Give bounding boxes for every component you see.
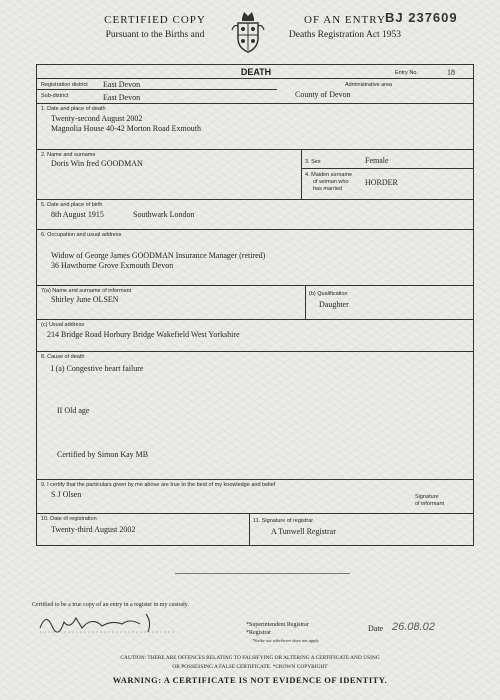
occupation: Widow of George James GOODMAN Insurance Manager (retired) xyxy=(51,251,266,260)
place-of-birth: Southwark London xyxy=(133,210,195,219)
field-10-label: 10. Date of registration xyxy=(41,516,97,522)
entry-number-value: 18 xyxy=(447,68,455,77)
field-7c-label: (c) Usual address xyxy=(41,322,85,328)
sex-value: Female xyxy=(365,156,389,165)
field-5-label: 5. Date and place of birth xyxy=(41,202,103,208)
header-subtitle-right: Deaths Registration Act 1953 xyxy=(288,30,402,40)
divider xyxy=(37,351,473,352)
signature-label: Signature xyxy=(415,494,439,500)
field-6-label: 6. Occupation and usual address xyxy=(41,232,122,238)
sub-district-value: East Devon xyxy=(103,93,141,102)
serial-number: BJ 237609 xyxy=(385,10,458,25)
divider xyxy=(37,149,473,150)
divider xyxy=(37,479,473,480)
header-title-right: OF AN ENTRY xyxy=(304,14,386,26)
informant-name: Shirley June OLSEN xyxy=(51,295,119,304)
divider xyxy=(37,103,473,104)
administrative-area-label: Administrative area xyxy=(345,82,393,88)
field-1-label: 1. Date and place of death xyxy=(41,106,106,112)
informant-signature: S J Olsen xyxy=(51,490,82,499)
superintendent-registrar: *Superintendent Registrar xyxy=(246,622,309,628)
maiden-surname-value: HORDER xyxy=(365,178,398,187)
divider xyxy=(175,573,350,574)
divider xyxy=(37,78,473,79)
deceased-name: Doris Win fred GOODMAN xyxy=(51,159,143,168)
warning-text: WARNING: A CERTIFICATE IS NOT EVIDENCE OF IDENTITY. xyxy=(112,675,388,685)
header-left xyxy=(80,14,230,40)
date-of-birth: 8th August 1915 xyxy=(51,210,104,219)
entry-number-label: Entry No. xyxy=(395,70,418,76)
sub-district-label: Sub-district xyxy=(41,93,69,99)
divider xyxy=(37,513,473,514)
place-of-death: Magnolia House 40-42 Morton Road Exmouth xyxy=(51,124,201,133)
divider xyxy=(37,229,473,230)
header-subtitle-left: Pursuant to the Births and xyxy=(105,30,205,40)
field-9-label: 9. I certify that the particulars given by me above are true to the best of my knowledge and belief xyxy=(41,482,276,488)
field-4-label-2: of woman who xyxy=(313,179,349,185)
signature-label-2: of informant xyxy=(415,501,445,507)
registration-district-label: Registration district xyxy=(41,82,88,88)
certified-by: Certified by Simon Kay MB xyxy=(57,450,149,459)
usual-address: 36 Hawthorne Grove Exmouth Devon xyxy=(51,261,174,270)
divider xyxy=(305,285,306,319)
field-4-label-3: has married xyxy=(313,186,343,192)
caution-line-2: OR POSSESSING A FALSE CERTIFICATE. *CROWN COPYRIGHT xyxy=(172,664,328,670)
field-4-label: 4. Maiden surname xyxy=(305,172,353,178)
divider xyxy=(301,168,473,169)
superintendent-signature-icon xyxy=(36,610,186,634)
divider xyxy=(249,513,250,545)
royal-crest-icon xyxy=(230,10,266,54)
field-7a-label: 7(a) Name and surname of informant xyxy=(41,288,132,294)
strike-note: *Strike out whichever does not apply xyxy=(252,638,319,643)
date-of-death: Twenty-second August 2002 xyxy=(51,114,143,123)
registration-district-value: East Devon xyxy=(103,80,141,89)
cause-of-death-primary: I (a) Congestive heart failure xyxy=(51,364,144,373)
field-2-label: 2. Name and surname xyxy=(41,152,96,158)
date-label: Date xyxy=(368,624,384,633)
field-11-label: 11. Signature of registrar xyxy=(253,518,314,524)
administrative-area-value: County of Devon xyxy=(295,90,351,99)
field-8-label: 8. Cause of death xyxy=(41,354,85,360)
caution-line-1: CAUTION: THERE ARE OFFENCES RELATING TO FALSIFYING OR ALTERING A CERTIFICATE AND USING xyxy=(120,655,380,661)
field-3-label: 3. Sex xyxy=(305,159,321,165)
header-title-left: CERTIFIED COPY xyxy=(104,14,206,26)
form-title: DEATH xyxy=(240,67,272,77)
field-7b-label: (b) Qualification xyxy=(309,291,348,297)
informant-address: 214 Bridge Road Horbury Bridge Wakefield West Yorkshire xyxy=(47,330,240,339)
divider xyxy=(301,149,302,199)
divider xyxy=(37,89,277,90)
registrar-label: *Registrar xyxy=(246,630,271,636)
divider xyxy=(37,199,473,200)
registrar-signature: A Tunwell Registrar xyxy=(271,527,336,536)
divider xyxy=(37,319,473,320)
certified-text: Certified to be a true copy of an entry in a register in my custody. xyxy=(32,602,189,608)
divider xyxy=(37,285,473,286)
date-value: 26.08.02 xyxy=(392,621,435,633)
registration-date: Twenty-third August 2002 xyxy=(51,525,136,534)
cause-of-death-secondary: II Old age xyxy=(57,406,90,415)
informant-qualification: Daughter xyxy=(319,300,349,309)
death-entry-form xyxy=(36,64,474,546)
